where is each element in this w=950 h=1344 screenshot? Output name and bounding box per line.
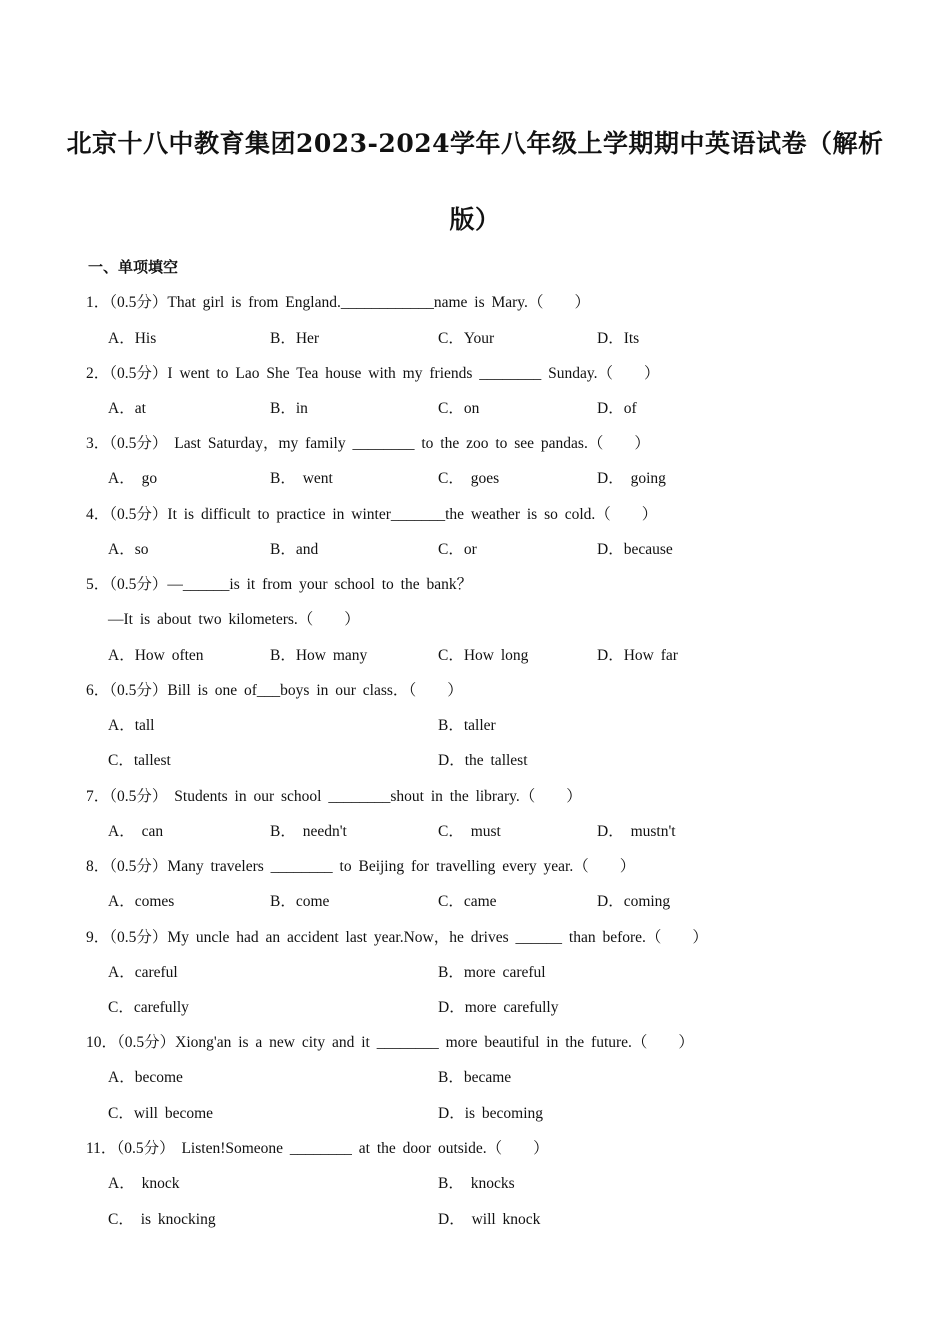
option-b: B． went (270, 470, 333, 487)
question-number: 11． (86, 1140, 117, 1157)
option-d: D．How far (597, 647, 678, 664)
option-b: B．Her (270, 330, 320, 347)
question-score: （0.5分） (109, 365, 168, 382)
question-5 (86, 572, 472, 594)
option-c: C．or (438, 541, 477, 558)
option-b: B． needn't (270, 823, 347, 840)
option-b: B．in (270, 400, 308, 417)
option-c: C． goes (438, 470, 500, 487)
option-a: A．comes (108, 893, 175, 910)
option-c: C． must (438, 823, 501, 840)
option-a: A．His (108, 330, 157, 347)
option-d: D． mustn't (597, 823, 676, 840)
option-b: B． knocks (438, 1175, 515, 1192)
option-a: A．careful (108, 964, 178, 981)
question-5-continuation (108, 607, 360, 629)
question-11 (86, 1136, 549, 1158)
option-c: C．on (438, 400, 480, 417)
option-b: B．more careful (438, 964, 546, 981)
question-score: （0.5分） (109, 858, 168, 875)
question-number: 4． (86, 506, 110, 523)
option-d: D．because (597, 541, 673, 558)
option-a: A．How often (108, 647, 204, 664)
question-number: 9． (86, 929, 110, 946)
option-b: B．taller (438, 717, 496, 734)
question-score: （0.5分） (109, 682, 168, 699)
question-score: （0.5分） (117, 1034, 176, 1051)
question-number: 6． (86, 682, 110, 699)
question-score: （0.5分） (109, 294, 168, 311)
answer-paren: （ ） (597, 365, 660, 382)
option-d: D．more carefully (438, 999, 559, 1016)
question-1 (86, 290, 590, 312)
option-d: D．Its (597, 330, 640, 347)
question-score: （0.5分） (109, 788, 168, 805)
answer-paren: （ ） (297, 611, 360, 628)
question-stem: That girl is from England.____________name is Mary. (167, 294, 528, 311)
question-stem: Last Saturday，my family ________ to the zoo to see pandas. (167, 435, 588, 452)
question-3 (86, 431, 650, 453)
option-a: A．so (108, 541, 149, 558)
option-c: C．How long (438, 647, 529, 664)
option-d: D．the tallest (438, 752, 528, 769)
option-c: C．Your (438, 330, 495, 347)
option-b: B．come (270, 893, 330, 910)
option-d: D．is becoming (438, 1105, 544, 1122)
question-score: （0.5分） (116, 1140, 175, 1157)
answer-paren: （ ） (527, 294, 590, 311)
question-stem: Many travelers ________ to Beijing for travelling every year. (167, 858, 574, 875)
answer-paren: （ ） (573, 858, 636, 875)
answer-paren: （ ） (595, 506, 658, 523)
section-heading: 一、单项填空 (88, 258, 179, 276)
question-stem-cont: —It is about two kilometers. (108, 611, 298, 628)
question-8 (86, 854, 635, 876)
question-9 (86, 925, 708, 947)
option-d: D． going (597, 470, 666, 487)
question-stem: Listen!Someone ________ at the door outside. (174, 1140, 487, 1157)
question-number: 8． (86, 858, 110, 875)
option-b: B．How many (270, 647, 368, 664)
option-b: B．became (438, 1069, 512, 1086)
option-a: A． knock (108, 1175, 180, 1192)
question-stem: Students in our school ________shout in the library. (167, 788, 520, 805)
option-a: A． go (108, 470, 158, 487)
page-title: 北京十八中教育集团2023-2024学年八年级上学期期中英语试卷（解析 (66, 129, 884, 158)
option-a: A．become (108, 1069, 183, 1086)
answer-paren: （ ） (408, 682, 463, 699)
question-2 (86, 361, 660, 383)
option-d: D．coming (597, 893, 671, 910)
question-stem: It is difficult to practice in winter_______the weather is so cold. (167, 506, 596, 523)
question-score: （0.5分） (109, 506, 168, 523)
question-stem: —______is it from your school to the bank？ (167, 576, 473, 593)
option-c: C．carefully (108, 999, 189, 1016)
question-stem: Xiong'an is a new city and it ________ more beautiful in the future. (175, 1034, 632, 1051)
option-c: C． is knocking (108, 1211, 216, 1228)
question-6 (86, 678, 463, 700)
option-c: C．will become (108, 1105, 214, 1122)
answer-paren: （ ） (631, 1034, 694, 1051)
question-stem: I went to Lao She Tea house with my friends ________ Sunday. (167, 365, 598, 382)
question-number: 7． (86, 788, 110, 805)
question-number: 3． (86, 435, 110, 452)
question-score: （0.5分） (109, 929, 168, 946)
option-b: B．and (270, 541, 319, 558)
option-a: A．tall (108, 717, 155, 734)
answer-paren: （ ） (587, 435, 650, 452)
option-d: D． will knock (438, 1211, 541, 1228)
question-stem: Bill is one of___boys in our class． (167, 682, 409, 699)
question-10 (86, 1030, 694, 1052)
page-title-continued: 版） (449, 205, 501, 234)
answer-paren: （ ） (486, 1140, 549, 1157)
option-d: D．of (597, 400, 637, 417)
question-number: 10． (86, 1034, 118, 1051)
answer-paren: （ ） (519, 788, 582, 805)
option-c: C．tallest (108, 752, 171, 769)
question-score: （0.5分） (109, 576, 168, 593)
question-stem: My uncle had an accident last year.Now，he drives ______ than before. (167, 929, 646, 946)
question-number: 2． (86, 365, 110, 382)
answer-paren: （ ） (645, 929, 708, 946)
option-a: A．at (108, 400, 146, 417)
question-7 (86, 784, 582, 806)
question-number: 1． (86, 294, 110, 311)
question-score: （0.5分） (109, 435, 168, 452)
option-a: A． can (108, 823, 164, 840)
option-c: C．came (438, 893, 497, 910)
question-number: 5． (86, 576, 110, 593)
question-4 (86, 502, 657, 524)
